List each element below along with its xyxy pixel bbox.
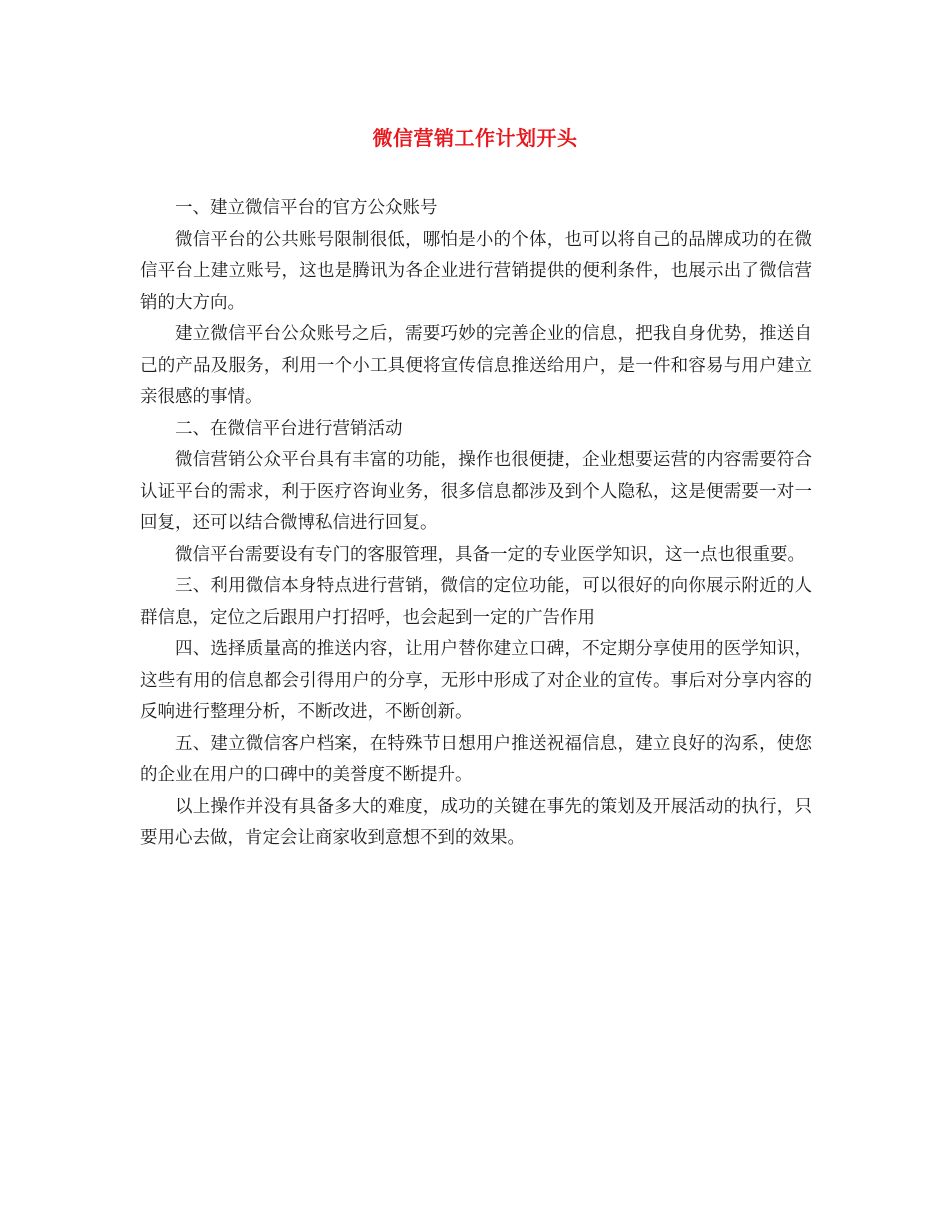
paragraph: 微信营销公众平台具有丰富的功能，操作也很便捷，企业想要运营的内容需要符合认证平台的需求，利于医疗咨询业务，很多信息都涉及到个人隐私，这是便需要一对一回复，还可以结合微博私信进行回复。 xyxy=(140,450,812,533)
section-paragraph-4: 四、选择质量高的推送内容，让用户替你建立口碑，不定期分享使用的医学知识，这些有用的信息都会引得用户的分享，无形中形成了对企业的宣传。事后对分享内容的反响进行整理分析，不断改进，不断创新。 xyxy=(140,639,812,722)
section-heading-2: 二、在微信平台进行营销活动 xyxy=(175,418,403,439)
paragraph: 微信平台的公共账号限制很低，哪怕是小的个体，也可以将自己的品牌成功的在微信平台上建立账号，这也是腾讯为各企业进行营销提供的便利条件，也展示出了微信营销的大方向。 xyxy=(140,229,812,313)
paragraph: 微信平台需要设有专门的客服管理，具备一定的专业医学知识，这一点也很重要。 xyxy=(175,544,805,565)
document-title: 微信营销工作计划开头 xyxy=(372,126,578,150)
conclusion-paragraph: 以上操作并没有具备多大的难度，成功的关键在事先的策划及开展活动的执行，只要用心去做，肯定会让商家收到意想不到的效果。 xyxy=(140,796,812,848)
paragraph: 建立微信平台公众账号之后，需要巧妙的完善企业的信息，把我自身优势，推送自己的产品及服务，利用一个小工具便将宣传信息推送给用户，是一件和容易与用户建立亲很感的事情。 xyxy=(140,324,812,407)
section-paragraph-5: 五、建立微信客户档案，在特殊节日想用户推送祝福信息，建立良好的沟系，使您的企业在用户的口碑中的美誉度不断提升。 xyxy=(140,733,812,785)
document-body xyxy=(140,193,812,855)
section-paragraph-3: 三、利用微信本身特点进行营销，微信的定位功能，可以很好的向你展示附近的人群信息，定位之后跟用户打招呼，也会起到一定的广告作用 xyxy=(140,576,812,628)
section-heading-1: 一、建立微信平台的官方公众账号 xyxy=(175,198,438,218)
